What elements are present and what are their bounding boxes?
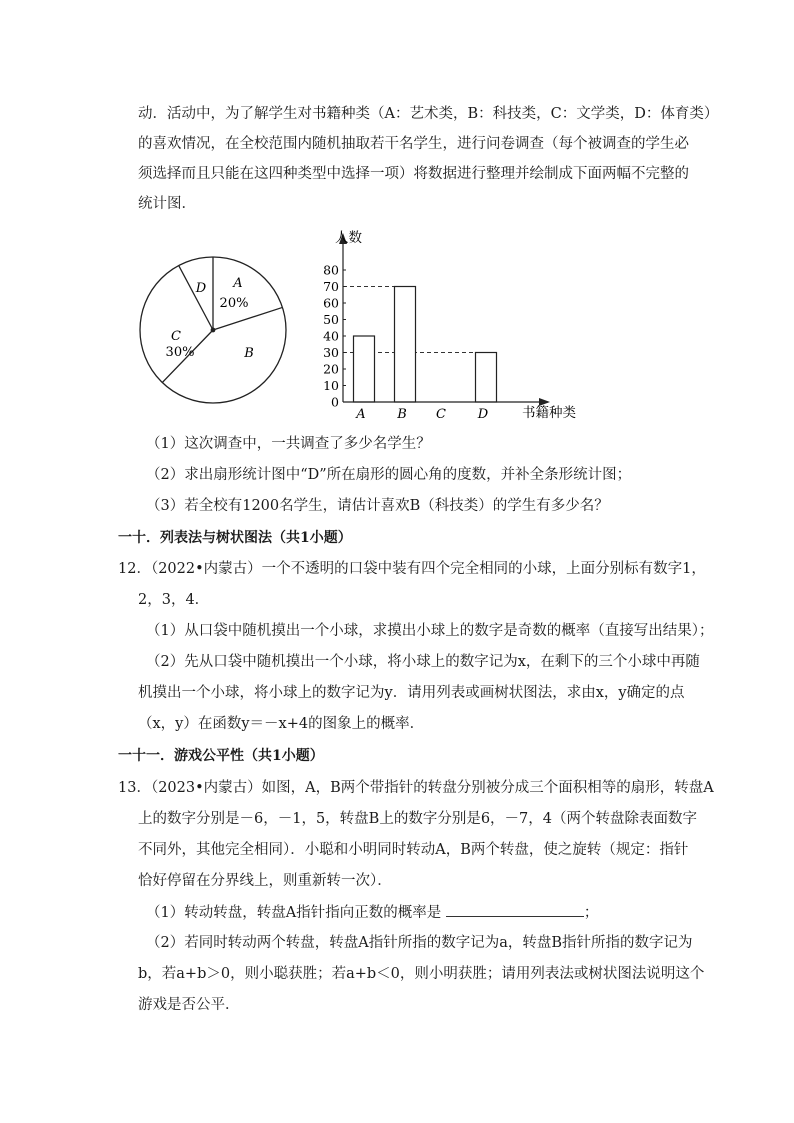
q12-line-1: 12．（2022•内蒙古）一个不透明的口袋中装有四个完全相同的小球，上面分别标有数字1， (118, 561, 706, 577)
y-tick-label-0: 0 (331, 394, 339, 410)
x-tick-label-D: D (477, 407, 489, 422)
x-tick-label-A: A (356, 407, 366, 422)
bar-y-axis-label: 人数 (335, 230, 362, 246)
q12-line-4: （2）先从口袋中随机摸出一个小球，将小球上的数字记为x，在剩下的三个小球中再随 (146, 654, 700, 670)
intro-line-4: 统计图． (138, 196, 196, 212)
intro-line-3: 须选择而且只能在这四种类型中选择一项）将数据进行整理并绘制成下面两幅不完整的 (138, 166, 689, 182)
bar-x-ticks (355, 407, 488, 422)
pie-chart (130, 250, 300, 420)
intro-line-2: 的喜欢情况，在全校范围内随机抽取若干名学生，进行问卷调查（每个被调查的学生必 (138, 136, 689, 152)
y-tick-label-40: 40 (323, 328, 339, 344)
bar-x-axis-label: 书籍种类 (522, 405, 576, 421)
q11-part-3: （3）若全校有1200名学生，请估计喜欢B（科技类）的学生有多少名？ (146, 498, 609, 514)
y-tick-label-70: 70 (323, 279, 339, 294)
q12-line-6: （x，y）在函数y＝－x+4的图象上的概率． (138, 716, 425, 732)
intro-line-1: 动．活动中，为了解学生对书籍种类（A：艺术类，B：科技类，C：文学类，D：体育类） (138, 106, 719, 122)
pie-value-A: 20% (219, 296, 249, 311)
pie-label-D: D (195, 281, 207, 296)
q13-line-1: 13．（2023•内蒙古）如图，A，B两个带指针的转盘分别被分成三个面积相等的扇形，转盘A (118, 780, 714, 796)
q13-part-2-line-2: b，若a+b＞0，则小聪获胜；若a+b＜0，则小明获胜；请用列表法或树状图法说明这个 (138, 966, 705, 982)
q11-part-2: （2）求出扇形统计图中“D”所在扇形的圆心角的度数，并补全条形统计图； (146, 467, 632, 483)
q13-part-2-line-1: （2）若同时转动两个转盘，转盘A指针所指的数字记为a，转盘B指针所指的数字记为 (146, 935, 693, 951)
bar-B (395, 287, 416, 403)
y-tick-label-10: 10 (323, 378, 339, 393)
q13-line-2: 上的数字分别是－6，－1，5，转盘B上的数字分别是6，－7，4（两个转盘除表面数字 (138, 811, 698, 827)
pie-label-C: C (171, 329, 181, 344)
bar-chart (310, 222, 600, 422)
pie-radius-4 (179, 266, 213, 330)
pie-label-B: B (244, 346, 254, 361)
pie-label-A: A (233, 276, 243, 291)
bar-A (354, 336, 375, 402)
q13-part-1-end: ； (583, 905, 599, 921)
q11-part-1: （1）这次调查中，一共调查了多少名学生？ (146, 436, 431, 452)
q13-line-4: 恰好停留在分界线上，则重新转一次）． (138, 873, 392, 889)
bar-series (354, 287, 497, 403)
x-tick-label-C: C (436, 407, 446, 422)
q13-line-3: 不同外，其他完全相同）．小聪和小明同时转动A，B两个转盘，使之旋转（规定：指针 (138, 842, 689, 858)
q12-line-5: 机摸出一个小球，将小球上的数字记为y．请用列表或画树状图法，求由x，y确定的点 (138, 685, 685, 701)
y-tick-label-30: 30 (323, 345, 339, 360)
section-heading-11: 一十一．游戏公平性（共1小题） (118, 748, 324, 764)
q12-line-3: （1）从口袋中随机摸出一个小球，求摸出小球上的数字是奇数的概率（直接写出结果）； (146, 623, 714, 639)
y-tick-label-60: 60 (323, 295, 339, 311)
bar-D (476, 353, 497, 403)
y-tick-label-80: 80 (323, 262, 339, 278)
section-heading-10: 一十．列表法与树状图法（共1小题） (118, 530, 352, 546)
pie-radii (162, 257, 282, 383)
y-tick-label-50: 50 (323, 312, 339, 327)
pie-center (211, 328, 216, 333)
q13-part-2-line-3: 游戏是否公平． (138, 997, 240, 1013)
q13-part-1-text: （1）转动转盘，转盘A指针指向正数的概率是 (146, 905, 442, 921)
y-tick-label-20: 20 (323, 361, 339, 377)
pie-value-C: 30% (165, 345, 195, 360)
q13-part-1 (146, 902, 598, 923)
answer-blank[interactable] (446, 902, 584, 917)
x-tick-label-B: B (397, 407, 407, 422)
q12-line-2: 2，3，4． (138, 592, 210, 608)
